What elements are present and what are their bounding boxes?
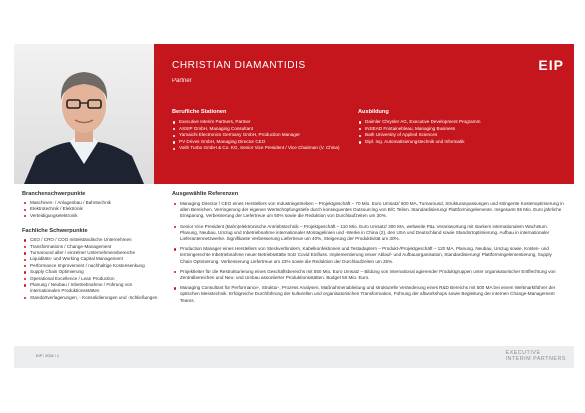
education-item: Bath University of Applied Sciences	[358, 132, 558, 139]
left-column	[22, 191, 162, 310]
career-item: Voith Turbo GmbH & Co. KG, Senior Vice President / Vice Chairman (V. China)	[172, 145, 342, 152]
career-item: Executive Interim Partners, Partner	[172, 119, 342, 126]
footer-brand-logo	[505, 350, 566, 363]
person-role: Partner	[172, 78, 192, 84]
expertise-list	[22, 237, 162, 301]
reference-item: Projektleiter für die Restrukturierung eines Geschäftsbereichs mit 550 Mio. Euro Umsatz – Bildung von international agierender Produktgruppen unter organisatorischer Entflechtung von Zentralbereichen und Neu- und Umbau assoziierter Produktionsstätten. Budget 50 Mio. Euro.	[172, 269, 564, 281]
references-title: Ausgewählte Referenzen	[172, 191, 239, 197]
industry-item: Maschinen- / Anlagenbau / Bahntechnik	[22, 200, 162, 206]
expertise-item: Turnaround aller / einzelner Unternehmensbereiche	[22, 250, 162, 256]
eip-logo: EIP	[538, 57, 564, 73]
expertise-item: Planung / Neubau / Inbetriebnahme / Führung von internationalen Produktionsstätten	[22, 282, 162, 295]
portrait-photo	[14, 44, 154, 184]
portrait-image	[14, 44, 154, 184]
career-item: Yamaichi Electronics Germany GmbH, Production Manager	[172, 132, 342, 139]
expertise-item: CEO / CRO / COO mittelständische Unternehmen	[22, 237, 162, 243]
education-list	[358, 119, 558, 145]
footer-page-info: EIP / 2024 / 1	[36, 354, 59, 358]
industry-item: Elektrotechnik / Elektronik	[22, 206, 162, 212]
education-item: Daimler Chrysler AG, Executive Development Programm	[358, 119, 558, 126]
career-title: Berufliche Stationen	[172, 109, 227, 115]
expertise-item: Transformations / Change-Management	[22, 244, 162, 250]
references-list	[172, 201, 564, 304]
reference-item: Managing Director / CEO eines Herstellers von Industriegetrieben – Projektgeschäft – 70 Mio. Euro Umsatz/ 500 MA, Turnaround, Strukturanpassungen und stringente Kostenoptimierung in allen Bereichen. Verringerung der eigenen Wertschöpfungstiefe durch konsequentes Outsourcing von B/C Teilen. Standardisierung/ Plattformingelemente. Insgesamt 65 Mio. Euro jährliche Einsparung, Verbesserung der Liefertreue um 50% sowie die Reduktion von Durchlaufzeiten um 30%.	[172, 201, 564, 220]
expertise-title: Fachliche Schwerpunkte	[22, 228, 88, 235]
career-item: PV Drives GmbH, Managing Director CEO	[172, 139, 342, 146]
right-column	[172, 191, 564, 308]
reference-item: Managing Consultant für Performance-, Struktur-, Prozess Analysen, Maßnahmenableitung und strukturelle Veränderung eines R&D Bereichs mit 500 MA bei einem Weltmarktführer der optischen Messtechnik. Erfolgreiche Durchführung der kulturellen und organisatorischen Transformation, Führung der aftworkshops sowie Begleitung der internen Change-Management Teams.	[172, 285, 564, 304]
career-list	[172, 119, 342, 152]
expertise-item: Performance Improvement / nachhaltige Kostensenkung	[22, 263, 162, 269]
person-name: CHRISTIAN DIAMANTIDIS	[172, 60, 306, 71]
career-item: ASSIP GmbH, Managing Consultant	[172, 126, 342, 133]
education-title: Ausbildung	[358, 109, 389, 115]
expertise-item: Standortverlagerungen, - Konsolidierungen und -Schließungen	[22, 295, 162, 301]
education-item: Dipl. Ing. Automatisierungstechnik und Informatik	[358, 139, 558, 146]
industries-title: Branchenschwerpunkte	[22, 191, 86, 197]
education-item: INSEAD Fontainebleau, Managing Business	[358, 126, 558, 133]
expertise-item: Liquiditäts- und Working Capital Management	[22, 256, 162, 262]
expertise-item: Supply Chain Optimierung	[22, 269, 162, 275]
industries-list	[22, 200, 162, 219]
footer-brand-line2: INTERIM PARTNERS	[505, 356, 566, 363]
industry-item: Verteidigungselektronik	[22, 213, 162, 219]
header-band	[154, 44, 574, 184]
reference-item: Senior Vice President (Bahn)elektronische Antriebstechnik – Projektgeschäft – 110 Mio. Euro Umsatz/ 300 MA, weltweite P&L Verantwortung mit starkem internationalem Wachstum. Planung, Neubau, Umzug und Inbetriebnahme internationaler Montagelinien und -Werke in China (2), den USA und Deutschland sowie Standortoptimierung. Aufbau in internationaler Lieferantennetzwerke. Signifikante Verbesserung Liefertreue um 40%, Steigerung der Produktivität um 30%.	[172, 224, 564, 243]
footer-brand-line1: EXECUTIVE	[505, 350, 541, 356]
footer-bar	[14, 346, 574, 368]
expertise-item: Operational Excellence / Lean Production	[22, 276, 162, 282]
reference-item: Production Manager eines Herstellers von Steckverbindern, Kabelkonfektionen und Testadaptern – Produkt-/Projektgeschäft – 120 MA, Planung, Neubau, Umzug sowie, Kosten- und termingerechte Inbetriebnahme neuer Betriebsstätte trotz Covid Einfluss. Implementierung neuer Ablauf- und Aufbauorganisation, Standardisierung/ Plattformingelementierung, Supply Chain Optimierung. Verbesserung Liefertreue um 23% sowie die Reduktion der Durchlaufzeiten um 25%.	[172, 246, 564, 265]
